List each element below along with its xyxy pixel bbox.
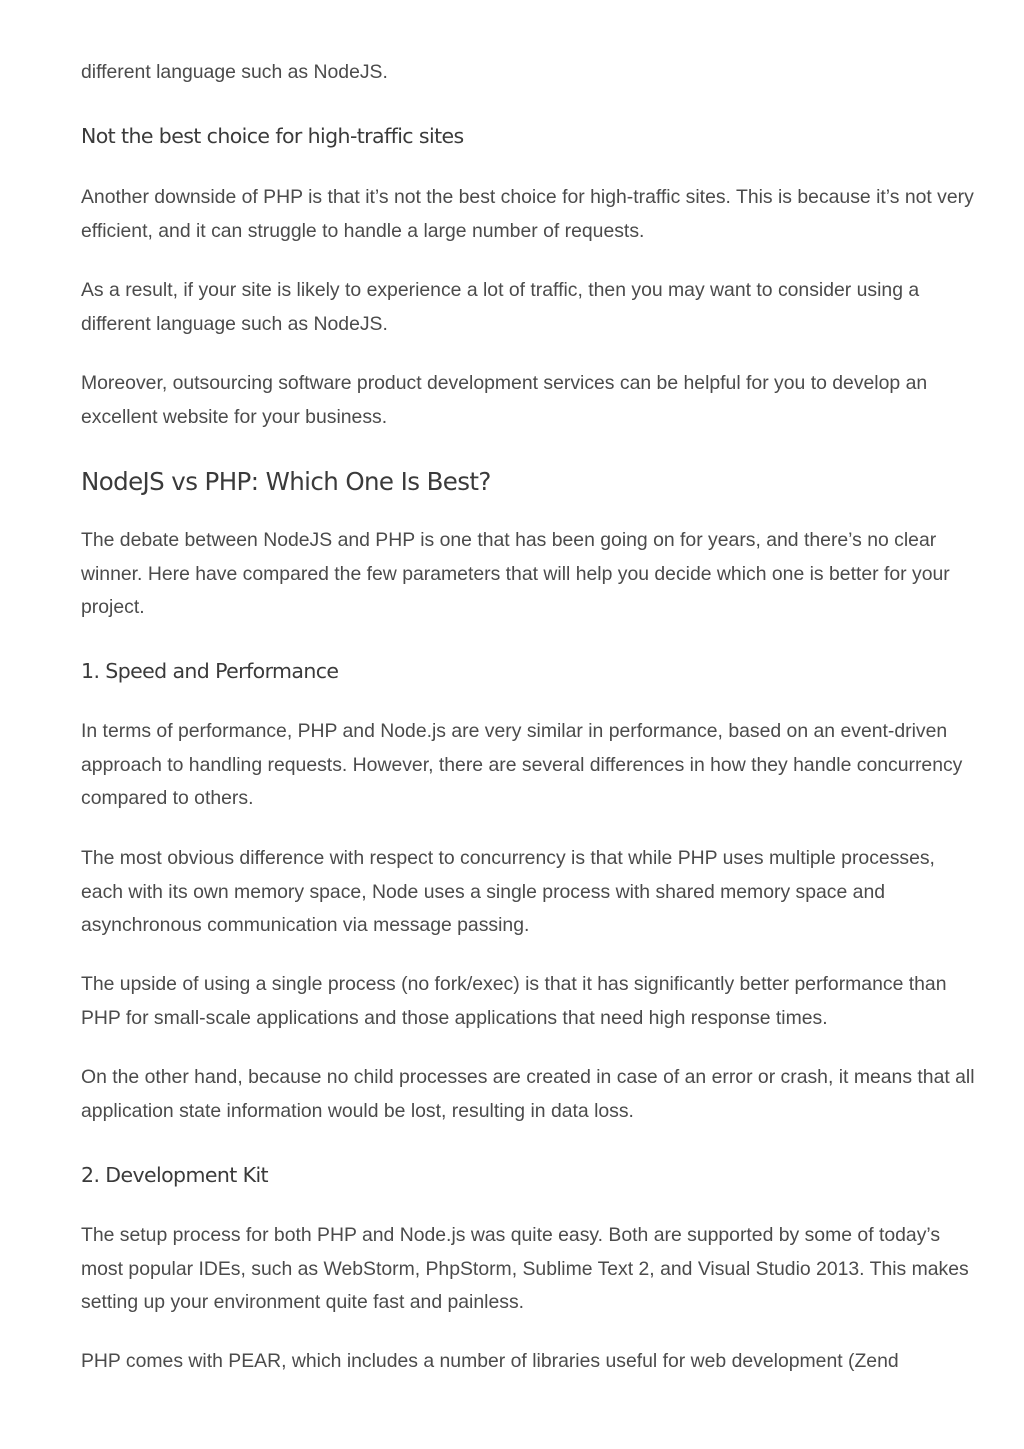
heading-development-kit: 2. Development Kit bbox=[81, 1163, 268, 1187]
paragraph-debate: The debate between NodeJS and PHP is one that has been going on for years, and there’s no clear winner. Here have compared the few parameters that will help you decide which one is better for your project. bbox=[81, 529, 950, 618]
paragraph-traffic-result: As a result, if your site is likely to experience a lot of traffic, then you may want to consider using a different language such as NodeJS. bbox=[81, 279, 920, 335]
paragraph-other-hand: On the other hand, because no child processes are created in case of an error or crash, it means that all application state information would be lost, resulting in data loss. bbox=[81, 1066, 975, 1122]
paragraph-downside: Another downside of PHP is that it’s not the best choice for high-traffic sites. This is because it’s not very efficient, and it can struggle to handle a large number of requests. bbox=[81, 186, 974, 242]
paragraph-concurrency: The most obvious difference with respect to concurrency is that while PHP uses multiple processes, each with its own memory space, Node uses a single process with shared memory space and asynchronous communication via message passing. bbox=[81, 847, 935, 936]
heading-high-traffic: Not the best choice for high-traffic sites bbox=[81, 124, 464, 148]
paragraph-setup: The setup process for both PHP and Node.js was quite easy. Both are supported by some of today’s most popular IDEs, such as WebStorm, PhpStorm, Sublime Text 2, and Visual Studio 2013. This makes setting up your environment quite fast and painless. bbox=[81, 1224, 969, 1313]
paragraph-outsourcing: Moreover, outsourcing software product development services can be helpful for you to develop an excellent website for your business. bbox=[81, 372, 928, 428]
paragraph-continuation: different language such as NodeJS. bbox=[81, 61, 388, 83]
paragraph-pear: PHP comes with PEAR, which includes a number of libraries useful for web development (Zend bbox=[81, 1350, 899, 1372]
paragraph-performance: In terms of performance, PHP and Node.js are very similar in performance, based on an event-driven approach to handling requests. However, there are several differences in how they handle concurrency compared to others. bbox=[81, 720, 963, 809]
heading-nodejs-vs-php: NodeJS vs PHP: Which One Is Best? bbox=[81, 467, 491, 496]
heading-speed-performance: 1. Speed and Performance bbox=[81, 659, 339, 683]
paragraph-single-process: The upside of using a single process (no fork/exec) is that it has significantly better performance than PHP for small-scale applications and those applications that need high response times. bbox=[81, 973, 947, 1029]
